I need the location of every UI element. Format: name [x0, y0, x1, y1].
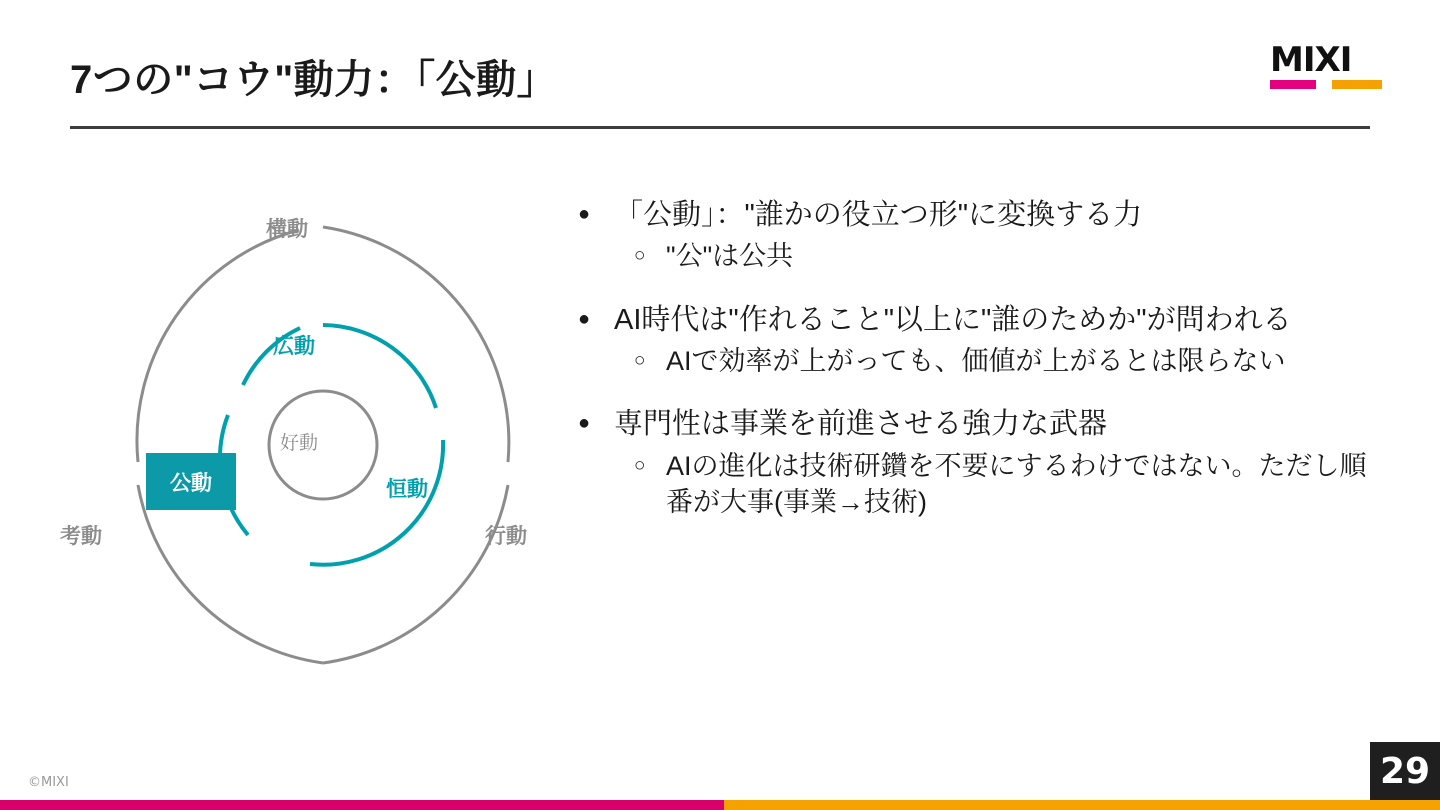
ring-label-koudou-structure: 構動: [266, 218, 308, 241]
copyright-text: ©MIXI: [28, 775, 69, 790]
mixi-wordmark: MIXI: [1270, 40, 1352, 80]
bullet-subtext: "公"は公共: [666, 241, 794, 272]
title-divider: [70, 126, 1370, 129]
footer-bar-orange: [724, 800, 1440, 810]
bullet-dot-icon: ●: [578, 307, 591, 330]
ring-label-koudou-act: 行動: [485, 525, 527, 548]
bullet-circle-icon: ○: [634, 245, 646, 267]
ring-label-koudou-think: 考動: [60, 525, 102, 548]
ring-label-koudou-wide: 広動: [273, 335, 315, 358]
bullet-item-level2: [578, 448, 1388, 521]
bullet-subtext: AIで効率が上がっても、価値が上がるとは限らない: [666, 345, 1286, 376]
bullet-text: 専門性は事業を前進させる強力な武器: [614, 408, 1108, 441]
ring-label-koudou-constant: 恒動: [386, 478, 428, 501]
bullet-item-level2: [578, 343, 1388, 379]
bullet-text: AI時代は"作れること"以上に"誰のためか"が問われる: [614, 303, 1292, 336]
bullet-subtext: AIの進化は技術研鑽を不要にするわけではない。ただし順番が大事(事業→技術): [666, 450, 1367, 518]
footer-bar: [0, 800, 1440, 810]
bullet-list: [578, 196, 1388, 547]
bullet-group: [578, 196, 1388, 275]
bullet-circle-icon: ○: [634, 454, 646, 476]
ring-label-koudou-like: 好動: [280, 433, 319, 454]
bullet-group: [578, 405, 1388, 520]
mixi-logo: [1270, 42, 1382, 98]
bullet-item-level1: [578, 405, 1388, 443]
bullet-item-level1: [578, 301, 1388, 339]
bullet-dot-icon: ●: [578, 203, 591, 225]
logo-bar-pink-icon: [1270, 80, 1316, 89]
logo-bar-orange-icon: [1332, 80, 1382, 89]
bullet-item-level2: [578, 238, 1388, 274]
mixi-logo-bars: [1270, 80, 1382, 89]
bullet-group: [578, 301, 1388, 380]
rings-svg: [48, 185, 598, 705]
bullet-text: 「公動」："誰かの役立つ形"に変換する力: [614, 199, 1143, 231]
footer-bar-pink: [0, 800, 724, 810]
concentric-rings-diagram: [48, 185, 598, 705]
page-title: 7つの"コウ"動力：「公動」: [70, 58, 558, 102]
highlighted-label-text: 公動: [170, 471, 212, 495]
bullet-circle-icon: ○: [634, 349, 646, 371]
bullet-dot-icon: ●: [578, 412, 591, 435]
highlighted-label-koudou-public: [146, 453, 236, 510]
bullet-item-level1: [578, 196, 1388, 234]
page-number: 29: [1370, 742, 1440, 800]
